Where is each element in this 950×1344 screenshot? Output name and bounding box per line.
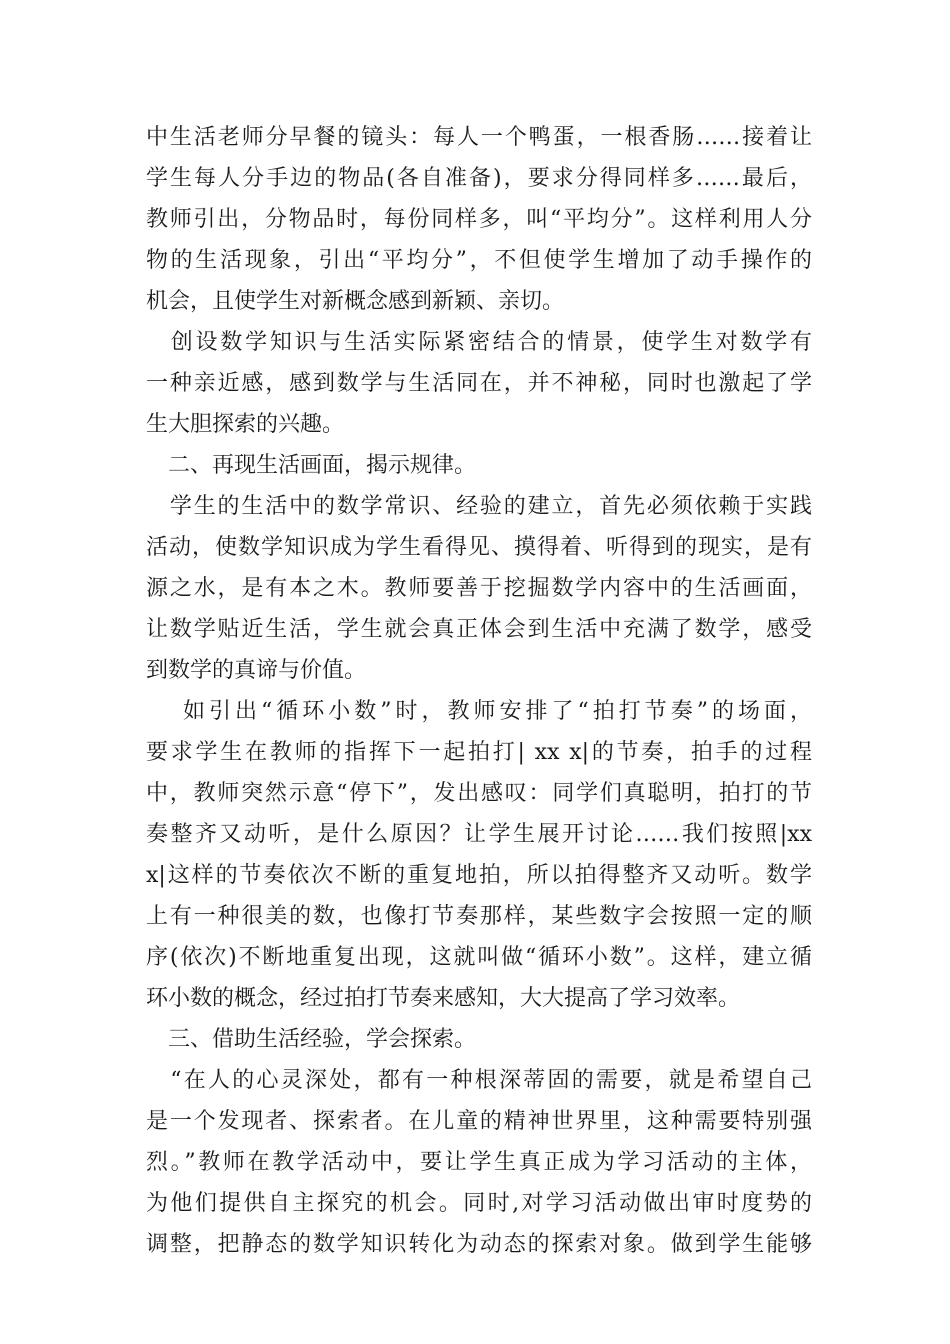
text-line: “在人的心灵深处，都有一种根深蒂固的需要，就是希望自己 (146, 1068, 812, 1093)
text-line: 环小数的概念，经过拍打节奏来感知，大大提高了学习效率。 (146, 986, 741, 1011)
text-line: 让数学贴近生活，学生就会真正体会到生活中充满了数学，感受 (146, 617, 812, 642)
text-line: 为他们提供自主探究的机会。同时,对学习活动做出审时度势的 (146, 1191, 812, 1216)
text-line: 学生每人分手边的物品(各自准备)，要求分得同样多……最后， (146, 166, 812, 191)
document-body (146, 117, 812, 1265)
text-line: 到数学的真谛与价值。 (146, 658, 367, 683)
text-line: 物的生活现象，引出“平均分”，不但使学生增加了动手操作的 (146, 248, 812, 273)
text-line: 学生的生活中的数学常识、经验的建立，首先必须依赖于实践 (146, 494, 812, 519)
text-line: 源之水，是有本之木。教师要善于挖掘数学内容中的生活画面， (146, 576, 812, 601)
text-line: 二、再现生活画面，揭示规律。 (146, 453, 477, 478)
text-line: 要求学生在教师的指挥下一起拍打| xx x|的节奏，拍手的过程 (146, 740, 812, 765)
text-line: 活动，使数学知识成为学生看得见、摸得着、听得到的现实，是有 (146, 535, 812, 560)
paragraph (146, 1060, 812, 1265)
text-line: 是一个发现者、探索者。在儿童的精神世界里，这种需要特别强 (146, 1109, 812, 1134)
text-line: 烈。”教师在教学活动中，要让学生真正成为学习活动的主体， (146, 1150, 812, 1175)
paragraph (146, 117, 812, 322)
paragraph (146, 322, 812, 445)
text-line: 生大胆探索的兴趣。 (146, 412, 345, 437)
text-line: 中，教师突然示意“停下”，发出感叹：同学们真聪明，拍打的节 (146, 781, 812, 806)
text-line: 如引出“循环小数”时，教师安排了“拍打节奏”的场面， (146, 699, 812, 724)
paragraph (146, 445, 812, 486)
paragraph (146, 1019, 812, 1060)
text-line: 机会，且使学生对新概念感到新颖、亲切。 (146, 289, 565, 314)
text-line: 教师引出，分物品时，每份同样多，叫“平均分”。这样利用人分 (146, 207, 812, 232)
text-line: 序(依次)不断地重复出现，这就叫做“循环小数”。这样，建立循 (146, 945, 812, 970)
text-line: x|这样的节奏依次不断的重复地拍，所以拍得整齐又动听。数学 (146, 863, 812, 888)
paragraph (146, 691, 812, 1019)
text-line: 一种亲近感，感到数学与生活同在，并不神秘，同时也激起了学 (146, 371, 812, 396)
paragraph (146, 486, 812, 691)
text-line: 调整，把静态的数学知识转化为动态的探索对象。做到学生能够 (146, 1232, 812, 1257)
text-line: 奏整齐又动听，是什么原因？让学生展开讨论……我们按照|xx (146, 822, 812, 847)
text-line: 中生活老师分早餐的镜头：每人一个鸭蛋，一根香肠……接着让 (146, 125, 812, 150)
text-line: 创设数学知识与生活实际紧密结合的情景，使学生对数学有 (146, 330, 812, 355)
text-line: 上有一种很美的数，也像打节奏那样，某些数字会按照一定的顺 (146, 904, 812, 929)
text-line: 三、借助生活经验，学会探索。 (146, 1027, 477, 1052)
